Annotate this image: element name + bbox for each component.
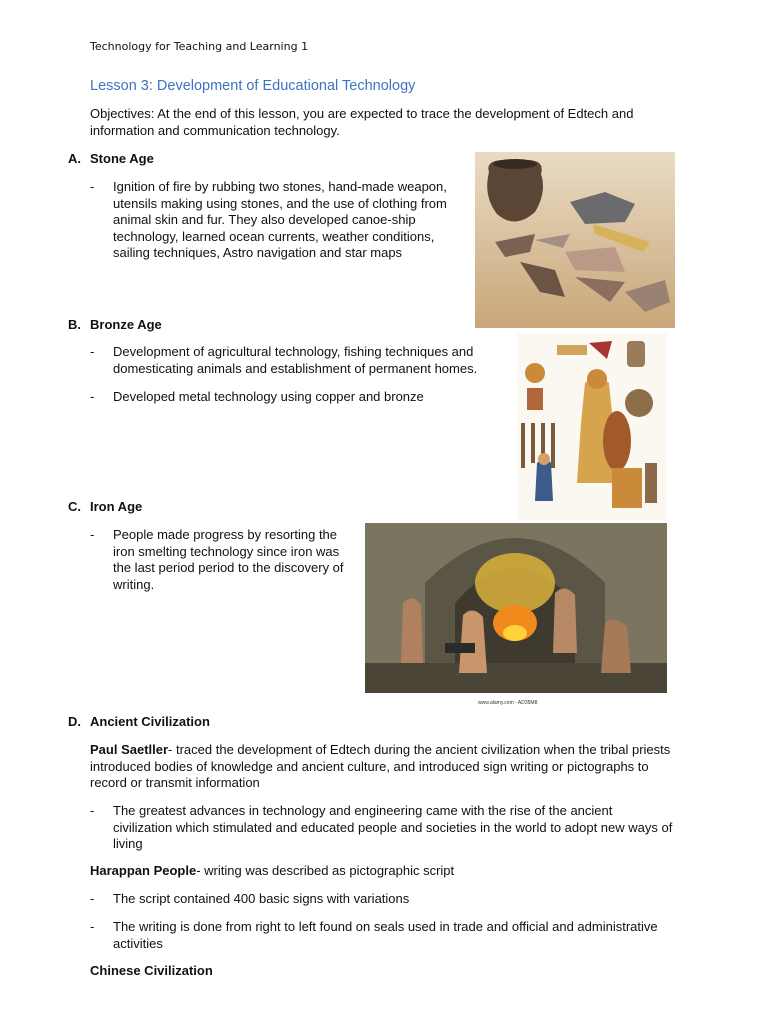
section-b-title: Bronze Age: [90, 317, 162, 332]
harappan-bullet-1: - The script contained 400 basic signs with variations: [90, 891, 410, 906]
harappan-paragraph: [90, 863, 680, 880]
lesson-title: Lesson 3: Development of Educational Technology: [90, 78, 416, 94]
section-c-title: Iron Age: [90, 499, 143, 514]
bronze-age-bullet-2: - Developed metal technology using copper and bronze: [90, 389, 424, 404]
stone-age-bullet: - Ignition of fire by rubbing two stones, hand-made weapon, utensils making using stones, and the use of clothing from animal skin and fur. They also developed canoe-ship technology, learned ocean currents, weather conditions, sailing techniques, Astro navigation and star maps: [90, 179, 447, 260]
section-b-heading: [68, 317, 162, 334]
bronze-age-bullet-1: - Development of agricultural technology, fishing techniques and domesticating animals and establishment of permanent homes.: [90, 344, 478, 376]
section-a-title: Stone Age: [90, 151, 154, 166]
section-d-heading: [68, 714, 210, 731]
saettler-name: Paul Saetller: [90, 742, 169, 757]
section-a-heading: [68, 151, 154, 168]
running-header: Technology for Teaching and Learning 1: [90, 40, 309, 53]
section-a-letter: A.: [68, 151, 81, 166]
section-c-letter: C.: [68, 499, 81, 514]
harappan-text: - writing was described as pictographic script: [196, 863, 455, 878]
ancient-civ-bullet: - The greatest advances in technology and engineering came with the rise of the ancient civilization which stimulated and educated people and societies in the world to adopt new ways of living: [90, 803, 673, 851]
saettler-paragraph: [90, 742, 680, 792]
iron-smelting-illustration: [365, 523, 667, 693]
chinese-civilization-heading: Chinese Civilization: [90, 963, 213, 978]
section-d-letter: D.: [68, 714, 81, 729]
saettler-text: - traced the development of Edtech during the ancient civilization when the tribal priests introduced bodies of knowledge and ancient culture, and introduced sign writing or pictographs to record or transmit information: [90, 742, 671, 790]
objectives-paragraph: Objectives: At the end of this lesson, you are expected to trace the development of Edtech and information and communication technology.: [90, 106, 634, 138]
harappan-bullet-2: - The writing is done from right to left found on seals used in trade and official and administrative activities: [90, 919, 658, 951]
iron-age-bullet: - People made progress by resorting the iron smelting technology since iron was the last period period to the discovery of writing.: [90, 527, 344, 592]
bronze-age-warrior-illustration: [517, 333, 667, 520]
section-d-title: Ancient Civilization: [90, 714, 210, 729]
harappan-name: Harappan People: [90, 863, 197, 878]
section-c-heading: [68, 499, 143, 516]
stone-age-artifacts-image: [475, 152, 675, 328]
section-b-letter: B.: [68, 317, 81, 332]
image-credit: www.alamy.com - AD35M8: [478, 700, 538, 706]
